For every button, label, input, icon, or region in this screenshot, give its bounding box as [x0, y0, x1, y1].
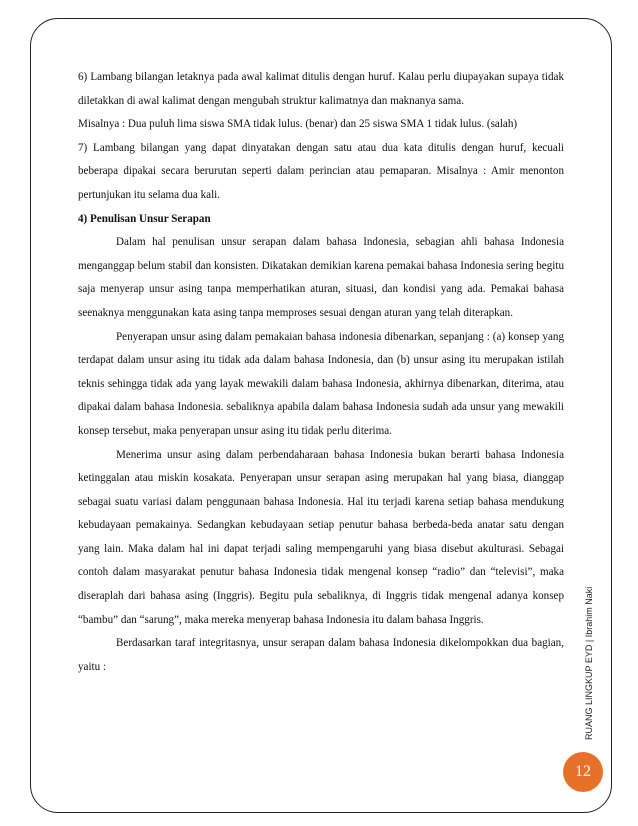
paragraph-rule-7: 7) Lambang bilangan yang dapat dinyatakan dengan satu atau dua kata ditulis dengan huruf, kecuali beberapa dipakai secara berurutan seperti dalam perincian atau pemaparan. Misalnya : Amir menonton pertunjukan itu selama dua kali.: [78, 141, 564, 201]
body-text: [78, 66, 564, 679]
section-heading: 4) Penulisan Unsur Serapan: [78, 212, 211, 225]
paragraph: Penyerapan unsur asing dalam pemakaian bahasa indonesia dibenarkan, sepanjang : (a) konsep yang terdapat dalam unsur asing itu tidak ada dalam bahasa Indonesia, dan (b) unsur asing itu merupakan istilah teknis sehingga tidak ada yang layak mewakili dalam bahasa Indonesia, akhirnya dibenarkan, diterima, atau dipakai dalam bahasa Indonesia. sebaliknya apabila dalam bahasa Indonesia sudah ada unsur yang mewakili konsep tersebut, maka penyerapan unsur asing itu tidak perlu diterima.: [78, 330, 564, 437]
paragraph: Berdasarkan taraf integritasnya, unsur serapan dalam bahasa Indonesia dikelompokkan dua bagian, yaitu :: [78, 637, 564, 673]
paragraph: Menerima unsur asing dalam perbendaharaan bahasa Indonesia bukan berarti bahasa Indonesia ketinggalan atau miskin kosakata. Penyerapan unsur serapan asing merupakan hal yang biasa, dianggap sebagai suatu variasi dalam penggunaan bahasa Indonesia. Hal itu terjadi karena setiap bahasa mendukung kebudayaan pemakainya. Sedangkan kebudayaan setiap penutur bahasa berbeda-beda anatar satu dengan yang lain. Maka dalam hal ini dapat terjadi saling mempengaruhi yang biasa disebut akulturasi. Sebagai contoh dalam masyarakat penutur bahasa Indonesia tidak mengenal konsep “radio” dan “televisi”, maka diserapl​ah dari bahasa asing (Inggris). Begitu pula sebaliknya, di Inggris tidak mengenal adanya konsep “bambu” dan “sarung”, maka mereka menyerap bahasa Indonesia itu dalam bahasa Inggris.: [78, 448, 564, 626]
paragraph-example: Misalnya : Dua puluh lima siswa SMA tidak lulus. (benar) dan 25 siswa SMA 1 tidak lulus. (salah): [78, 118, 518, 131]
running-header: RUANG LINGKUP EYD | Ibrahim Naki: [584, 586, 594, 740]
paragraph: Dalam hal penulisan unsur serapan dalam bahasa Indonesia, sebagian ahli bahasa Indonesia menganggap belum stabil dan konsisten. Dikatakan demikian karena pemakai bahasa Indonesia sering begitu saja menyerap unsur asing tanpa memperhatikan aturan, situasi, dan kondisi yang ada. Pemakai bahasa seenaknya menggunakan kata asing tanpa memproses sesuai dengan aturan yang telah diterapkan.: [78, 236, 564, 319]
page-number-badge: 12: [563, 752, 603, 792]
paragraph-rule-6: 6) Lambang bilangan letaknya pada awal kalimat ditulis dengan huruf. Kalau perlu diupayakan supaya tidak diletakkan di awal kalimat dengan mengubah struktur kalimatnya dan maknanya sama.: [78, 71, 564, 107]
